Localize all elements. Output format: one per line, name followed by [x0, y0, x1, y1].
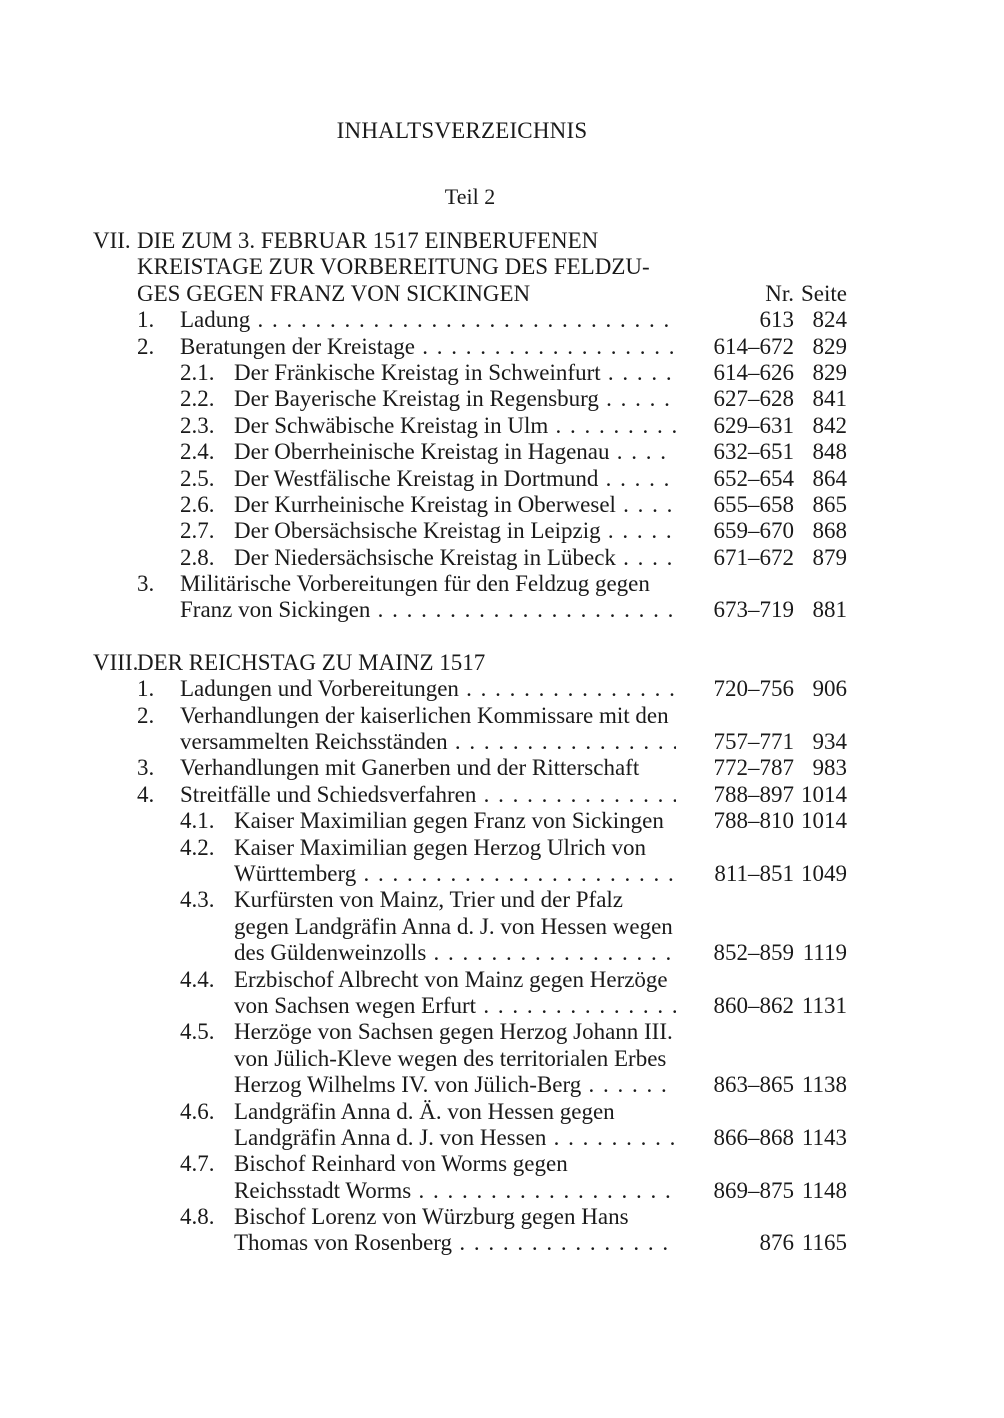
toc-entry-title: Der Schwäbische Kreistag in Ulm . . . — [234, 413, 676, 439]
toc-entry-number: VIII. — [93, 649, 139, 675]
toc-entry-seite: Seite — [801, 280, 847, 306]
page-title: INHALTSVERZEICHNIS — [336, 118, 588, 143]
toc-entry-title: Der Westfälische Kreistag in Dortmund . . . — [234, 466, 676, 492]
toc-entry-seite: 1014 — [801, 781, 847, 807]
toc-entry-title: Landgräfin Anna d. J. von Hessen . . . — [234, 1125, 676, 1151]
toc-entry-title: Herzog Wilhelms IV. von Jülich-Berg . . . — [234, 1072, 676, 1098]
toc-entry-number: 4. — [137, 781, 155, 807]
toc-entry-nr: 863–865 — [713, 1072, 794, 1098]
toc-entry-nr: 671–672 — [713, 544, 794, 570]
toc-entry-number: 2.5. — [180, 465, 215, 491]
toc-entry-title: des Güldenweinzolls . . . — [234, 940, 676, 966]
toc-entry-number: 4.8. — [180, 1204, 215, 1230]
table-of-contents — [0, 228, 1004, 1257]
toc-entry — [0, 413, 1004, 439]
toc-entry-title: Verhandlungen der kaiserlichen Kommissare mit den — [180, 702, 669, 728]
toc-entry-title: DIE ZUM 3. FEBRUAR 1517 EINBERUFENEN — [137, 228, 599, 253]
toc-entry — [0, 334, 1004, 360]
toc-entry-nr: 866–868 — [713, 1124, 794, 1150]
toc-entry — [0, 887, 1004, 913]
toc-entry-title: Beratungen der Kreistage . . . — [180, 334, 676, 360]
toc-entry-seite: 1143 — [801, 1124, 847, 1150]
toc-entry-title: Der Bayerische Kreistag in Regensburg . . . — [234, 386, 676, 412]
toc-entry-nr: 811–851 — [714, 860, 794, 886]
toc-entry-seite: 881 — [812, 597, 847, 623]
toc-entry-title: KREISTAGE ZUR VORBEREITUNG DES FELDZU- — [137, 254, 650, 280]
toc-entry-number: 3. — [137, 571, 155, 597]
toc-entry — [0, 993, 1004, 1019]
toc-entry-nr: 860–862 — [713, 992, 794, 1018]
toc-entry-title: Der Kurrheinische Kreistag in Oberwesel . . . — [234, 492, 676, 518]
toc-entry-nr: 614–672 — [713, 333, 794, 359]
toc-entry — [0, 386, 1004, 412]
toc-entry-title: Der Niedersächsische Kreistag in Lübeck . . . — [234, 545, 676, 571]
toc-entry-number: 4.4. — [180, 966, 215, 992]
toc-entry — [0, 571, 1004, 597]
toc-entry-title: Franz von Sickingen . . . — [180, 597, 676, 623]
toc-entry-nr: 876 — [759, 1230, 794, 1256]
toc-entry-seite: 1131 — [801, 992, 847, 1018]
toc-entry-title: Der Obersächsische Kreistag in Leipzig . . . — [234, 518, 676, 544]
toc-entry-seite: 868 — [812, 518, 847, 544]
toc-entry-nr: 852–859 — [713, 940, 794, 966]
toc-entry — [0, 808, 1004, 834]
toc-entry-number: 4.2. — [180, 834, 215, 860]
toc-entry-seite: 1165 — [801, 1230, 847, 1256]
toc-entry-nr: 627–628 — [713, 386, 794, 412]
toc-entry-seite: 841 — [812, 386, 847, 412]
toc-entry-seite: 1138 — [801, 1072, 847, 1098]
section-spacer — [0, 624, 1004, 650]
toc-entry-title: DER REICHSTAG ZU MAINZ 1517 — [137, 649, 486, 675]
toc-entry — [0, 967, 1004, 993]
toc-entry — [0, 545, 1004, 571]
toc-entry-number: 2. — [137, 702, 155, 728]
toc-entry — [0, 466, 1004, 492]
toc-entry-title: Der Fränkische Kreistag in Schweinfurt . . . — [234, 360, 676, 386]
toc-entry — [0, 1072, 1004, 1098]
toc-entry — [0, 1230, 1004, 1256]
toc-entry-number: 4.6. — [180, 1098, 215, 1124]
toc-entry-title: Ladungen und Vorbereitungen . . . — [180, 676, 676, 702]
toc-entry-title: Herzöge von Sachsen gegen Herzog Johann III. — [234, 1019, 673, 1045]
toc-entry — [0, 1099, 1004, 1125]
toc-entry-title: Streitfälle und Schiedsverfahren . . . — [180, 782, 676, 808]
toc-entry — [0, 1125, 1004, 1151]
toc-entry-title: Kurfürsten von Mainz, Trier und der Pfalz — [234, 887, 624, 913]
toc-entry-number: 1. — [137, 307, 155, 333]
toc-entry-number: 2.6. — [180, 491, 215, 517]
toc-entry — [0, 729, 1004, 755]
toc-entry — [0, 676, 1004, 702]
toc-entry — [0, 1151, 1004, 1177]
toc-entry-seite: 1148 — [801, 1177, 847, 1203]
toc-entry — [0, 755, 1004, 781]
toc-entry-seite: 1014 — [801, 808, 847, 834]
toc-entry-nr: 869–875 — [713, 1177, 794, 1203]
toc-entry-title: Kaiser Maximilian gegen Herzog Ulrich von — [234, 834, 646, 860]
toc-entry-nr: 613 — [759, 307, 794, 333]
toc-entry — [0, 281, 1004, 307]
toc-entry-number: 2.4. — [180, 439, 215, 465]
toc-entry — [0, 861, 1004, 887]
toc-entry-nr: 614–626 — [713, 359, 794, 385]
toc-entry — [0, 439, 1004, 465]
toc-entry-title: Bischof Lorenz von Würzburg gegen Hans — [234, 1204, 629, 1230]
toc-entry-number: 4.7. — [180, 1151, 215, 1177]
toc-entry-number: 3. — [137, 755, 155, 781]
toc-entry-number: 1. — [137, 676, 155, 702]
toc-entry-number: 2.2. — [180, 386, 215, 412]
toc-entry-title: Thomas von Rosenberg . . . — [234, 1230, 676, 1256]
toc-entry-nr: 788–810 — [713, 808, 794, 834]
toc-entry-seite: 1049 — [801, 860, 847, 886]
toc-entry — [0, 307, 1004, 333]
toc-entry — [0, 782, 1004, 808]
toc-entry-number: 2.8. — [180, 544, 215, 570]
toc-entry-nr: 673–719 — [713, 597, 794, 623]
toc-entry-title: Bischof Reinhard von Worms gegen — [234, 1151, 568, 1177]
toc-entry-number: 4.5. — [180, 1019, 215, 1045]
toc-entry — [0, 228, 1004, 254]
toc-entry-title: von Jülich-Kleve wegen des territorialen Erbes — [234, 1045, 667, 1071]
toc-entry-seite: 848 — [812, 439, 847, 465]
toc-entry-seite: 983 — [812, 755, 847, 781]
toc-entry-seite: 864 — [812, 465, 847, 491]
toc-entry — [0, 1204, 1004, 1230]
toc-entry — [0, 597, 1004, 623]
toc-entry-title: Der Oberrheinische Kreistag in Hagenau . . . — [234, 439, 676, 465]
toc-entry-title: Ladung . . . — [180, 307, 676, 333]
toc-entry-seite: 879 — [812, 544, 847, 570]
toc-entry-title: von Sachsen wegen Erfurt . . . — [234, 993, 676, 1019]
toc-entry — [0, 492, 1004, 518]
toc-entry — [0, 1019, 1004, 1045]
toc-entry — [0, 835, 1004, 861]
toc-entry-number: 2.1. — [180, 359, 215, 385]
toc-entry-seite: 824 — [812, 307, 847, 333]
toc-entry-title: gegen Landgräfin Anna d. J. von Hessen wegen — [234, 913, 673, 939]
part-title: Teil 2 — [444, 184, 496, 209]
toc-entry — [0, 940, 1004, 966]
toc-entry — [0, 1178, 1004, 1204]
toc-entry-number: 2.3. — [180, 412, 215, 438]
toc-entry-seite: 829 — [812, 333, 847, 359]
toc-entry-title: Verhandlungen mit Ganerben und der Ritterschaft — [180, 755, 640, 781]
toc-entry-title: Erzbischof Albrecht von Mainz gegen Herzöge — [234, 966, 668, 992]
toc-entry — [0, 650, 1004, 676]
toc-entry-number: 2. — [137, 333, 155, 359]
toc-entry — [0, 1046, 1004, 1072]
toc-entry-nr: 788–897 — [713, 781, 794, 807]
toc-entry-title: versammelten Reichsständen . . . — [180, 729, 676, 755]
toc-entry-title: GES GEGEN FRANZ VON SICKINGEN — [137, 280, 531, 306]
toc-entry-number: 4.3. — [180, 887, 215, 913]
toc-entry-nr: Nr. — [765, 280, 794, 306]
toc-entry-nr: 659–670 — [713, 518, 794, 544]
toc-entry — [0, 360, 1004, 386]
toc-entry-nr: 757–771 — [713, 729, 794, 755]
toc-entry-nr: 720–756 — [713, 676, 794, 702]
toc-entry-seite: 865 — [812, 491, 847, 517]
toc-entry-seite: 906 — [812, 676, 847, 702]
toc-entry-title: Landgräfin Anna d. Ä. von Hessen gegen — [234, 1098, 615, 1124]
toc-entry-nr: 652–654 — [713, 465, 794, 491]
toc-entry-title: Württemberg . . . — [234, 861, 676, 887]
toc-entry-number: 2.7. — [180, 518, 215, 544]
toc-entry-seite: 829 — [812, 359, 847, 385]
toc-entry-nr: 629–631 — [713, 412, 794, 438]
toc-entry-number: 4.1. — [180, 808, 215, 834]
toc-entry-seite: 842 — [812, 412, 847, 438]
toc-entry-title: Kaiser Maximilian gegen Franz von Sickingen — [234, 808, 664, 834]
toc-entry — [0, 914, 1004, 940]
toc-entry-title: Reichsstadt Worms . . . — [234, 1178, 676, 1204]
toc-entry-title: Militärische Vorbereitungen für den Feldzug gegen — [180, 571, 650, 597]
toc-entry-seite: 1119 — [802, 940, 847, 966]
toc-entry-seite: 934 — [812, 729, 847, 755]
toc-entry — [0, 518, 1004, 544]
toc-entry-number: VII. — [93, 228, 131, 253]
toc-entry-nr: 632–651 — [713, 439, 794, 465]
toc-entry — [0, 254, 1004, 280]
toc-entry — [0, 703, 1004, 729]
toc-entry-nr: 772–787 — [713, 755, 794, 781]
toc-entry-nr: 655–658 — [713, 491, 794, 517]
